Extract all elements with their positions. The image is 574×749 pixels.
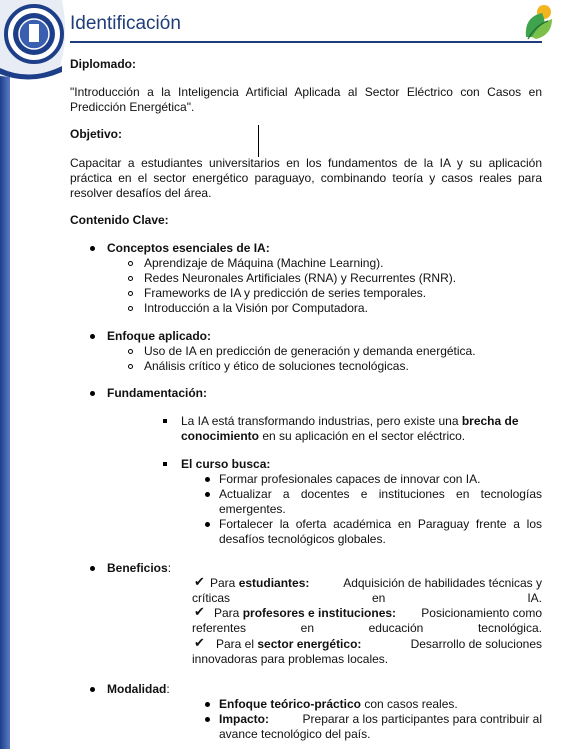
- modalidad-label-text: Modalidad: [107, 682, 167, 696]
- diplomado-text-line1: "Introducción a la Inteligencia Artificial Aplicada al Sector Eléctrico con Casos en: [70, 85, 542, 99]
- beneficio-rest: Adquisición de habilidades técnicas y: [343, 576, 542, 590]
- page-title: Identificación: [70, 13, 181, 34]
- beneficio-pre: Para: [214, 606, 243, 620]
- check-icon: ✔: [194, 574, 205, 589]
- square-bullet: [163, 462, 167, 466]
- beneficio-word: educación: [368, 621, 424, 635]
- fundamentacion-text: en su aplicación en el sector eléctrico.: [259, 429, 466, 443]
- beneficio-sector-line2: innovadoras para problemas locales.: [192, 652, 389, 666]
- bullet-dot: [205, 702, 210, 707]
- enfoque-item: Uso de IA en predicción de generación y demanda energética.: [144, 344, 476, 358]
- conceptos-item: Redes Neuronales Artificiales (RNA) y Recurrentes (RNR).: [144, 271, 457, 285]
- bullet-dot: [90, 687, 95, 692]
- conceptos-item: Introducción a la Visión por Computadora.: [144, 301, 368, 315]
- beneficio-pre: Para el: [216, 637, 258, 651]
- modalidad-item-cont: avance tecnológico del país.: [219, 727, 371, 741]
- beneficios-colon: :: [167, 561, 172, 575]
- beneficio-bold: estudiantes:: [238, 576, 310, 590]
- university-seal-logo: [0, 0, 70, 80]
- enfoque-item: Análisis crítico y ético de soluciones tecnológicas.: [144, 359, 409, 373]
- conceptos-label: Conceptos esenciales de IA:: [107, 241, 270, 255]
- beneficio-bold: profesores e instituciones:: [242, 606, 397, 620]
- beneficio-profesores-line2: [192, 621, 542, 636]
- conceptos-item: Aprendizaje de Máquina (Machine Learning).: [144, 256, 384, 270]
- busca-item: Actualizar a docentes e instituciones en tecnologías: [219, 487, 542, 501]
- bullet-dot: [205, 477, 210, 482]
- modalidad-colon: :: [166, 682, 170, 696]
- title-underline: [70, 41, 542, 43]
- fundamentacion-paragraph-line2: [181, 429, 465, 444]
- bullet-dot: [90, 391, 95, 396]
- text-cursor: [258, 125, 259, 157]
- bullet-dot: [205, 492, 210, 497]
- beneficio-sector-line1: [216, 637, 542, 652]
- beneficio-text: [214, 606, 396, 621]
- busca-item: Fortalecer la oferta académica en Paraguay frente a los: [219, 517, 542, 531]
- beneficio-word: críticas: [192, 591, 231, 605]
- left-ribbon-decoration: [0, 0, 10, 749]
- beneficios-label: [107, 561, 171, 576]
- modalidad-bold: Enfoque teórico-práctico: [219, 697, 362, 711]
- check-icon: ✔: [194, 604, 205, 619]
- contenido-label: Contenido Clave:: [70, 213, 169, 227]
- beneficio-text: [210, 576, 309, 591]
- enfoque-label: Enfoque aplicado:: [107, 329, 212, 343]
- conceptos-item: Frameworks de IA y predicción de series temporales.: [144, 286, 427, 300]
- modalidad-rest: Preparar a los participantes para contribuir al: [302, 712, 542, 726]
- beneficio-word: referentes: [192, 621, 247, 635]
- beneficio-estudiantes-line1: [210, 576, 542, 591]
- beneficio-text: [216, 637, 361, 652]
- beneficio-rest: Desarrollo de soluciones: [410, 637, 542, 651]
- modalidad-bold: Impacto:: [219, 712, 270, 726]
- bullet-dot: [90, 334, 95, 339]
- beneficio-word: en: [371, 591, 386, 605]
- objetivo-label: Objetivo:: [70, 127, 123, 141]
- circle-bullet: [128, 349, 133, 354]
- beneficio-bold: sector energético:: [257, 637, 362, 651]
- fundamentacion-bold: conocimiento: [181, 429, 260, 443]
- fundamentacion-label: Fundamentación:: [107, 386, 208, 400]
- bullet-dot: [90, 566, 95, 571]
- square-bullet: [163, 419, 167, 423]
- objetivo-line1: Capacitar a estudiantes universitarios en los fundamentos de la IA y su aplicación: [70, 156, 542, 170]
- circle-bullet: [128, 276, 133, 281]
- circle-bullet: [128, 364, 133, 369]
- leaf-energy-logo: [522, 3, 558, 41]
- beneficio-rest: Posicionamiento como: [421, 606, 542, 620]
- bullet-dot: [90, 246, 95, 251]
- modalidad-label: [107, 682, 170, 697]
- fundamentacion-paragraph-line1: [181, 414, 542, 429]
- beneficio-profesores-line1: [214, 606, 542, 621]
- busca-item-cont: desafíos tecnológicos globales.: [219, 532, 386, 546]
- bullet-dot: [205, 717, 210, 722]
- beneficio-word: tecnológica.: [477, 621, 542, 635]
- fundamentacion-text: La IA está transformando industrias, pero existe una: [181, 414, 462, 428]
- modalidad-rest: con casos reales.: [361, 697, 458, 711]
- modalidad-item: [219, 712, 542, 727]
- busca-label: El curso busca:: [181, 457, 271, 471]
- beneficios-label-text: Beneficios: [107, 561, 168, 575]
- beneficio-pre: Para: [210, 576, 239, 590]
- bullet-dot: [205, 522, 210, 527]
- check-icon: ✔: [194, 635, 205, 650]
- circle-bullet: [128, 261, 133, 266]
- beneficio-estudiantes-line2: [192, 591, 542, 606]
- objetivo-line3: resolver desafíos del área.: [70, 186, 212, 200]
- circle-bullet: [128, 291, 133, 296]
- circle-bullet: [128, 306, 133, 311]
- diplomado-label: Diplomado:: [70, 57, 136, 71]
- fundamentacion-bold: brecha de: [461, 414, 519, 428]
- busca-item-cont: emergentes.: [219, 502, 286, 516]
- objetivo-line2: práctica en el sector energético paraguayo, combinando teoría y casos reales para: [70, 171, 542, 185]
- busca-item: Formar profesionales capaces de innovar con IA.: [219, 472, 481, 486]
- beneficio-word: en: [300, 621, 314, 635]
- beneficio-word: IA.: [527, 591, 542, 605]
- diplomado-text-line2: Predicción Energética".: [70, 100, 195, 114]
- modalidad-item: [219, 697, 458, 712]
